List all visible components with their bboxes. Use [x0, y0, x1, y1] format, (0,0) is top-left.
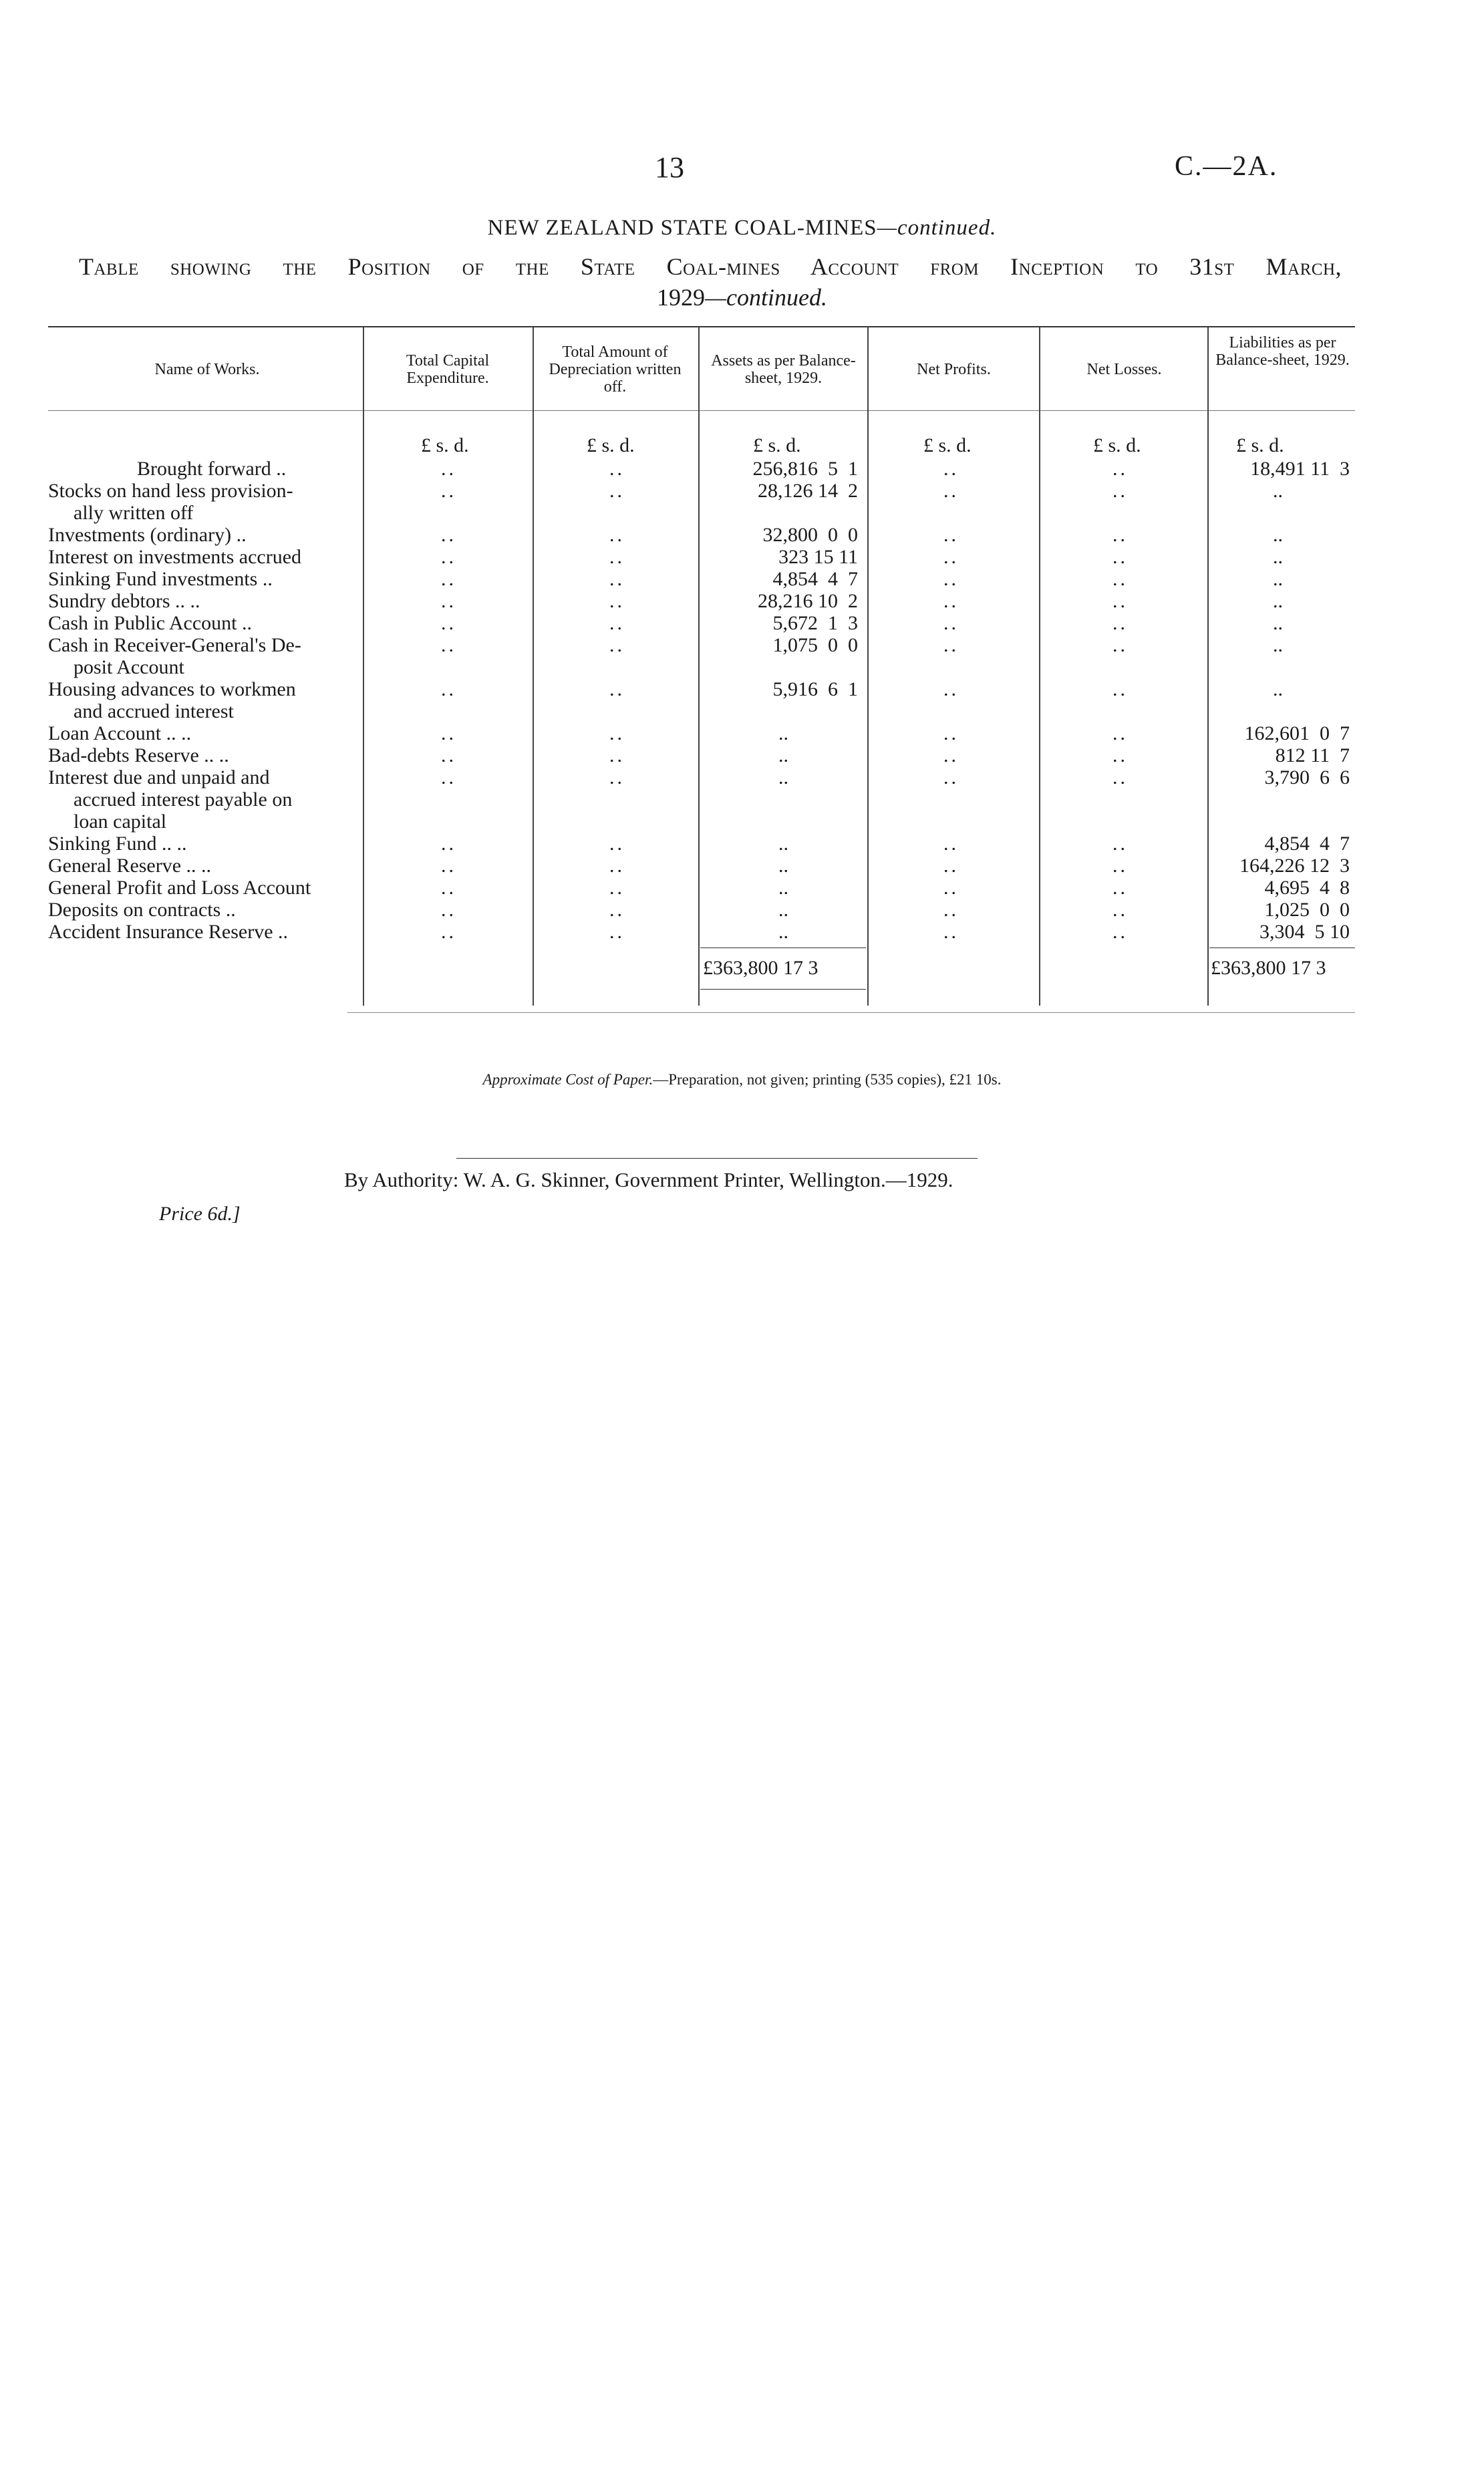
empty-cell: .. [609, 634, 625, 656]
liabilities-value: 4,695 4 8 [1264, 877, 1350, 899]
empty-cell: .. [609, 480, 625, 502]
row-name: and accrued interest [73, 700, 234, 722]
page-number: 13 [655, 151, 684, 184]
subtitle-continued: —continued. [705, 284, 827, 311]
empty-cell: .. [441, 524, 456, 546]
table-row [0, 634, 1484, 656]
document-code: C.—2A. [1175, 151, 1278, 182]
assets-value: 28,126 14 2 [758, 480, 858, 502]
empty-cell: .. [609, 855, 625, 877]
row-name: loan capital [73, 811, 167, 833]
empty-cell: .. [943, 877, 959, 899]
empty-cell: .. [609, 921, 625, 943]
table-top-rule [48, 326, 1355, 327]
empty-cell: .. [441, 546, 456, 568]
column-header-name: Name of Works. [154, 361, 260, 378]
table-row [0, 855, 1484, 877]
subtitle-year: 1929 [657, 284, 705, 311]
empty-cell: .. [1112, 678, 1128, 700]
table-row [0, 656, 1484, 678]
empty-cell: .. [943, 722, 959, 744]
empty-cell: .. [943, 921, 959, 943]
table-subtitle: Table showing the Position of the State Coal-mines Account from Inception to 31st March, [79, 253, 1342, 280]
table-row [0, 568, 1484, 590]
assets-value: .. [778, 855, 788, 877]
table-row [0, 877, 1484, 899]
empty-cell: .. [609, 766, 625, 788]
row-name: Loan Account .. .. [48, 722, 192, 744]
units-assets: £ s. d. [753, 434, 801, 456]
table-row [0, 744, 1484, 766]
liabilities-value: .. [1273, 678, 1283, 700]
empty-cell: .. [609, 722, 625, 744]
cost-note-text: —Preparation, not given; printing (535 copies), £21 10s. [653, 1071, 1002, 1088]
units-losses: £ s. d. [1093, 434, 1141, 456]
empty-cell: .. [609, 568, 625, 590]
table-subtitle-line2 [0, 283, 1484, 311]
empty-cell: .. [441, 678, 456, 700]
table-row [0, 546, 1484, 568]
liabilities-value: 4,854 4 7 [1264, 833, 1350, 855]
empty-cell: .. [441, 458, 456, 480]
empty-cell: .. [943, 590, 959, 612]
empty-cell: .. [1112, 921, 1128, 943]
empty-cell: .. [441, 899, 456, 921]
assets-value: .. [778, 899, 788, 921]
row-name: Stocks on hand less provision- [48, 480, 293, 502]
liabilities-value: .. [1273, 480, 1283, 502]
liabilities-value: 3,304 5 10 [1259, 921, 1350, 943]
table-row [0, 700, 1484, 722]
table-row [0, 480, 1484, 502]
empty-cell: .. [1112, 458, 1128, 480]
table-row [0, 524, 1484, 546]
empty-cell: .. [609, 590, 625, 612]
row-name: accrued interest payable on [73, 788, 293, 811]
column-header-assets: Assets as per Balance-sheet, 1929. [711, 352, 856, 387]
empty-cell: .. [1112, 480, 1128, 502]
empty-cell: .. [943, 568, 959, 590]
liabilities-value: 164,226 12 3 [1239, 855, 1350, 877]
table-row [0, 612, 1484, 634]
row-name: ally written off [73, 502, 194, 524]
assets-value: .. [778, 833, 788, 855]
assets-total: £363,800 17 3 [703, 957, 819, 979]
empty-cell: .. [1112, 744, 1128, 766]
table-row [0, 766, 1484, 788]
empty-cell: .. [1112, 524, 1128, 546]
row-name: Sinking Fund .. .. [48, 833, 187, 855]
empty-cell: .. [441, 766, 456, 788]
liabilities-value: .. [1273, 546, 1283, 568]
empty-cell: .. [441, 590, 456, 612]
empty-cell: .. [441, 612, 456, 634]
assets-value: 4,854 4 7 [772, 568, 858, 590]
empty-cell: .. [1112, 546, 1128, 568]
heading-text: NEW ZEALAND STATE COAL-MINES [487, 216, 877, 240]
assets-value: 1,075 0 0 [772, 634, 858, 656]
liabilities-value: 3,790 6 6 [1264, 766, 1350, 788]
units-liabilities: £ s. d. [1236, 434, 1284, 456]
table-bottom-rule [347, 1012, 1355, 1013]
empty-cell: .. [609, 458, 625, 480]
empty-cell: .. [1112, 568, 1128, 590]
empty-cell: .. [609, 612, 625, 634]
liabilities-value: 812 11 7 [1275, 744, 1350, 766]
table-row [0, 722, 1484, 744]
column-header-profits: Net Profits. [917, 361, 991, 378]
empty-cell: .. [609, 546, 625, 568]
authority-rule [456, 1158, 978, 1159]
table-row [0, 921, 1484, 943]
table-header-rule [48, 410, 1355, 411]
assets-value: .. [778, 722, 788, 744]
empty-cell: .. [943, 766, 959, 788]
liabilities-value: 18,491 11 3 [1250, 458, 1350, 480]
empty-cell: .. [609, 899, 625, 921]
empty-cell: .. [1112, 877, 1128, 899]
empty-cell: .. [943, 634, 959, 656]
units-capital: £ s. d. [421, 434, 469, 456]
empty-cell: .. [943, 899, 959, 921]
empty-cell: .. [609, 877, 625, 899]
row-name: Interest due and unpaid and [48, 766, 270, 788]
column-header-capital: Total Capital Expenditure. [406, 352, 490, 387]
row-name: Cash in Public Account .. [48, 612, 252, 634]
empty-cell: .. [943, 546, 959, 568]
empty-cell: .. [943, 744, 959, 766]
liabilities-value: .. [1273, 568, 1283, 590]
heading-continued: —continued. [877, 216, 997, 240]
liabilities-value: .. [1273, 590, 1283, 612]
liabilities-value: .. [1273, 634, 1283, 656]
empty-cell: .. [441, 833, 456, 855]
liabilities-value: 1,025 0 0 [1264, 899, 1350, 921]
empty-cell: .. [943, 855, 959, 877]
liabilities-value: 162,601 0 7 [1244, 722, 1350, 744]
assets-value: 323 15 11 [778, 546, 858, 568]
empty-cell: .. [1112, 899, 1128, 921]
liabilities-total-rule-top [1209, 947, 1355, 948]
cost-note-label: Approximate Cost of Paper. [482, 1071, 653, 1088]
assets-value: 256,816 5 1 [752, 458, 858, 480]
row-name: Sundry debtors .. .. [48, 590, 200, 612]
empty-cell: .. [1112, 855, 1128, 877]
liabilities-value: .. [1273, 524, 1283, 546]
row-name: Sinking Fund investments .. [48, 568, 273, 590]
empty-cell: .. [1112, 612, 1128, 634]
empty-cell: .. [441, 855, 456, 877]
liabilities-value: .. [1273, 612, 1283, 634]
cost-note [0, 1071, 1484, 1088]
empty-cell: .. [1112, 833, 1128, 855]
empty-cell: .. [1112, 634, 1128, 656]
empty-cell: .. [441, 722, 456, 744]
empty-cell: .. [1112, 722, 1128, 744]
empty-cell: .. [609, 744, 625, 766]
main-heading [0, 216, 1484, 241]
empty-cell: .. [441, 921, 456, 943]
row-name: posit Account [73, 656, 184, 678]
empty-cell: .. [943, 678, 959, 700]
empty-cell: .. [441, 634, 456, 656]
row-name: Brought forward .. [137, 458, 287, 480]
units-depreciation: £ s. d. [587, 434, 635, 456]
empty-cell: .. [441, 877, 456, 899]
assets-value: 32,800 0 0 [762, 524, 858, 546]
column-header-liabilities: Liabilities as per Balance-sheet, 1929. [1215, 334, 1350, 369]
empty-cell: .. [609, 678, 625, 700]
empty-cell: .. [441, 744, 456, 766]
empty-cell: .. [1112, 766, 1128, 788]
empty-cell: .. [943, 524, 959, 546]
liabilities-total: £363,800 17 3 [1211, 957, 1326, 979]
assets-value: .. [778, 921, 788, 943]
empty-cell: .. [441, 480, 456, 502]
table-row [0, 458, 1484, 480]
empty-cell: .. [1112, 590, 1128, 612]
empty-cell: .. [943, 833, 959, 855]
row-name: Interest on investments accrued [48, 546, 302, 568]
table-row [0, 833, 1484, 855]
assets-value: .. [778, 877, 788, 899]
table-row [0, 811, 1484, 833]
assets-total-rule-top [700, 947, 866, 948]
assets-value: 28,216 10 2 [758, 590, 858, 612]
assets-value: 5,916 6 1 [772, 678, 858, 700]
units-profits: £ s. d. [923, 434, 972, 456]
row-name: Cash in Receiver-General's De- [48, 634, 301, 656]
empty-cell: .. [609, 524, 625, 546]
row-name: General Reserve .. .. [48, 855, 212, 877]
assets-value: .. [778, 766, 788, 788]
empty-cell: .. [943, 458, 959, 480]
empty-cell: .. [609, 833, 625, 855]
column-header-losses: Net Losses. [1086, 361, 1162, 378]
table-row [0, 899, 1484, 921]
price-label: Price 6d.] [159, 1203, 241, 1225]
table-row [0, 678, 1484, 700]
table-row [0, 590, 1484, 612]
empty-cell: .. [943, 612, 959, 634]
row-name: Deposits on contracts .. [48, 899, 236, 921]
assets-value: .. [778, 744, 788, 766]
row-name: Bad-debts Reserve .. .. [48, 744, 229, 766]
row-name: Investments (ordinary) .. [48, 524, 247, 546]
row-name: Housing advances to workmen [48, 678, 296, 700]
authority-line: By Authority: W. A. G. Skinner, Government Printer, Wellington.—1929. [344, 1168, 953, 1191]
empty-cell: .. [441, 568, 456, 590]
column-header-depreciation: Total Amount of Depreciation written off. [549, 343, 682, 396]
assets-value: 5,672 1 3 [772, 612, 858, 634]
row-name: General Profit and Loss Account [48, 877, 311, 899]
table-row [0, 502, 1484, 524]
empty-cell: .. [943, 480, 959, 502]
row-name: Accident Insurance Reserve .. [48, 921, 289, 943]
table-row [0, 788, 1484, 811]
assets-total-rule-bottom [700, 989, 866, 990]
